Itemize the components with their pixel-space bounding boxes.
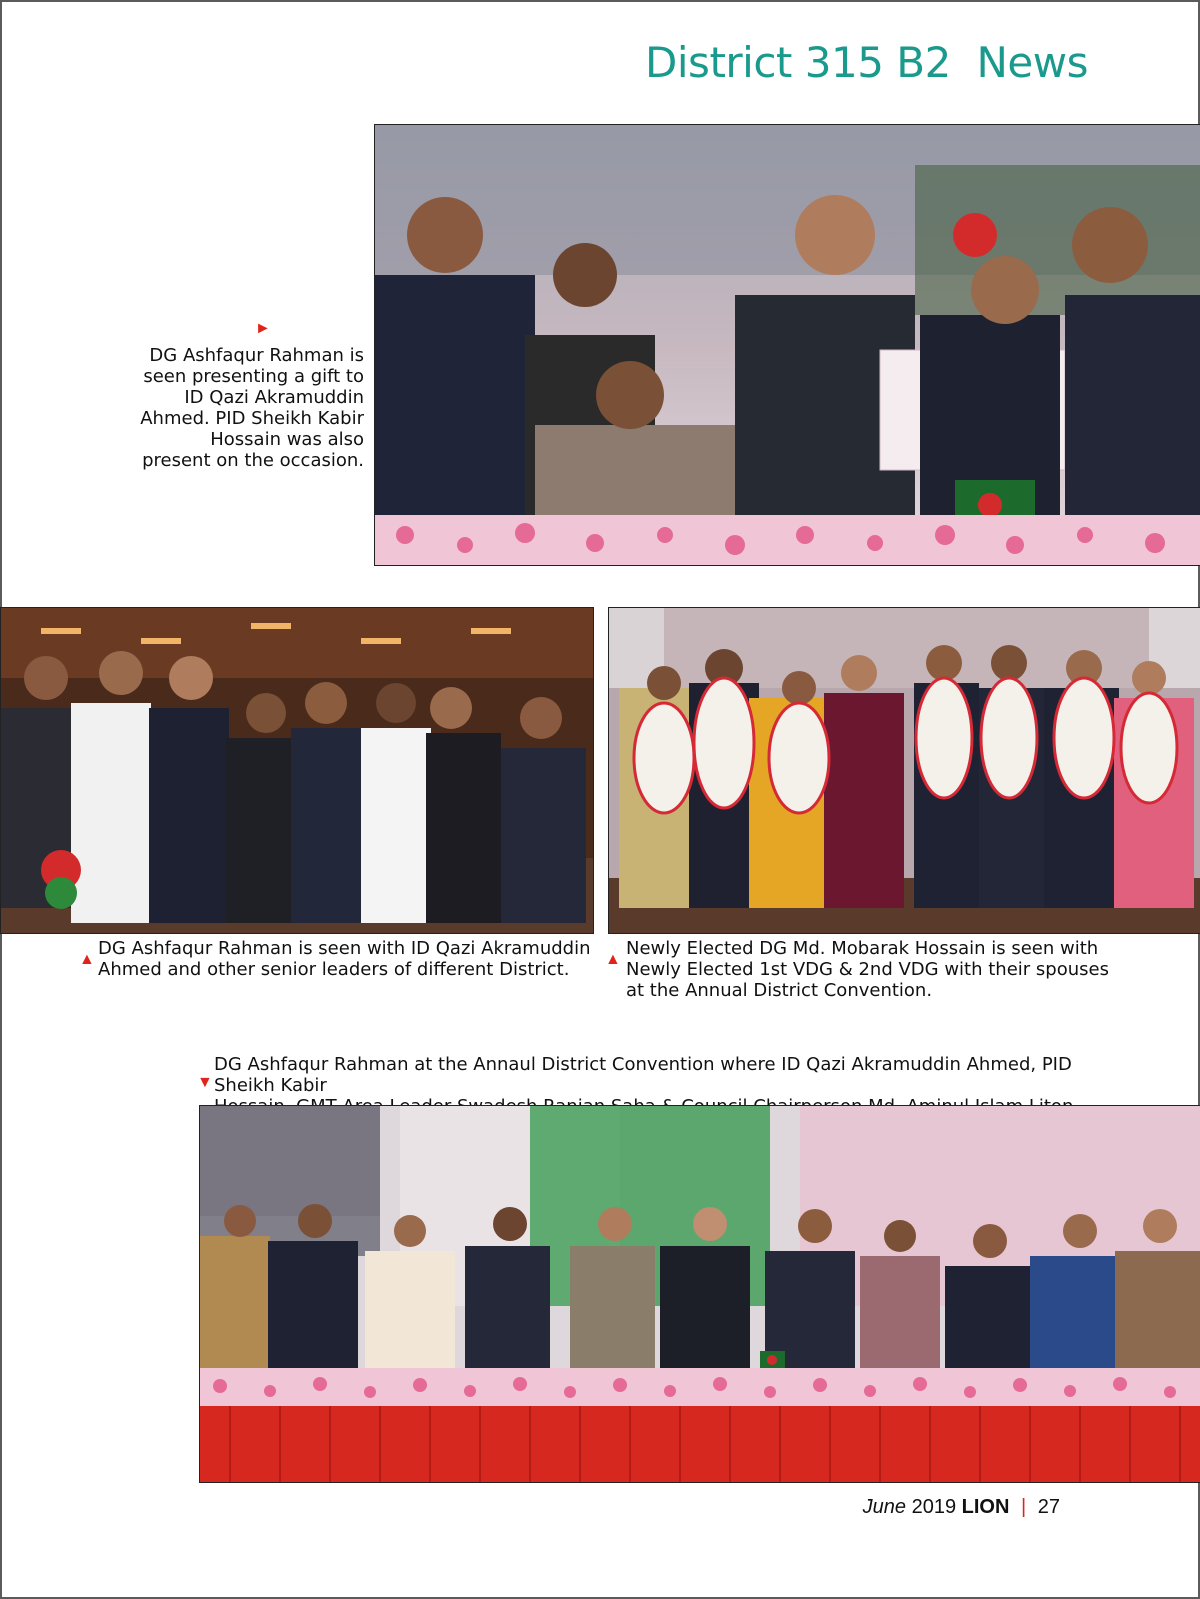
caption-line: DG Ashfaqur Rahman is bbox=[149, 345, 364, 366]
caption-line: DG Ashfaqur Rahman at the Annaul District Convention where ID Qazi Akramuddin Ahmed, PID Sheikh Kabir bbox=[214, 1054, 1072, 1096]
caption-line: Ahmed and other senior leaders of different District. bbox=[98, 959, 570, 980]
caption-middle-left bbox=[98, 938, 598, 980]
caption-line: ID Qazi Akramuddin bbox=[184, 387, 364, 408]
caption-marker-top: ► bbox=[255, 320, 271, 337]
footer-separator: | bbox=[1020, 1496, 1027, 1518]
caption-line: Newly Elected 1st VDG & 2nd VDG with their spouses bbox=[626, 959, 1109, 980]
footer-magazine: LION bbox=[961, 1496, 1010, 1518]
photo-garlanded-group bbox=[608, 607, 1200, 934]
photo-gift-presentation bbox=[374, 124, 1200, 566]
caption-line: at the Annual District Convention. bbox=[626, 980, 933, 1001]
caption-line: present on the occasion. bbox=[142, 450, 364, 471]
page-footer bbox=[863, 1496, 1060, 1519]
caption-marker-middle-left: ▲ bbox=[79, 951, 95, 968]
caption-marker-middle-right: ▲ bbox=[605, 951, 621, 968]
caption-line: Hossain was also bbox=[210, 429, 364, 450]
caption-top bbox=[100, 345, 364, 471]
caption-middle-right bbox=[626, 938, 1126, 1001]
caption-line: seen presenting a gift to bbox=[143, 366, 364, 387]
page-title: District 315 B2 News bbox=[645, 38, 1088, 87]
caption-marker-bottom: ▼ bbox=[197, 1074, 213, 1091]
caption-line: Ahmed. PID Sheikh Kabir bbox=[140, 408, 364, 429]
caption-line: DG Ashfaqur Rahman is seen with ID Qazi Akramuddin bbox=[98, 938, 591, 959]
photo-stage-convention bbox=[199, 1105, 1200, 1483]
footer-year: 2019 bbox=[911, 1496, 957, 1518]
photo-group-leaders bbox=[0, 607, 594, 934]
page-number: 27 bbox=[1037, 1496, 1060, 1518]
footer-month: June bbox=[862, 1496, 907, 1518]
caption-line: Newly Elected DG Md. Mobarak Hossain is seen with bbox=[626, 938, 1099, 959]
